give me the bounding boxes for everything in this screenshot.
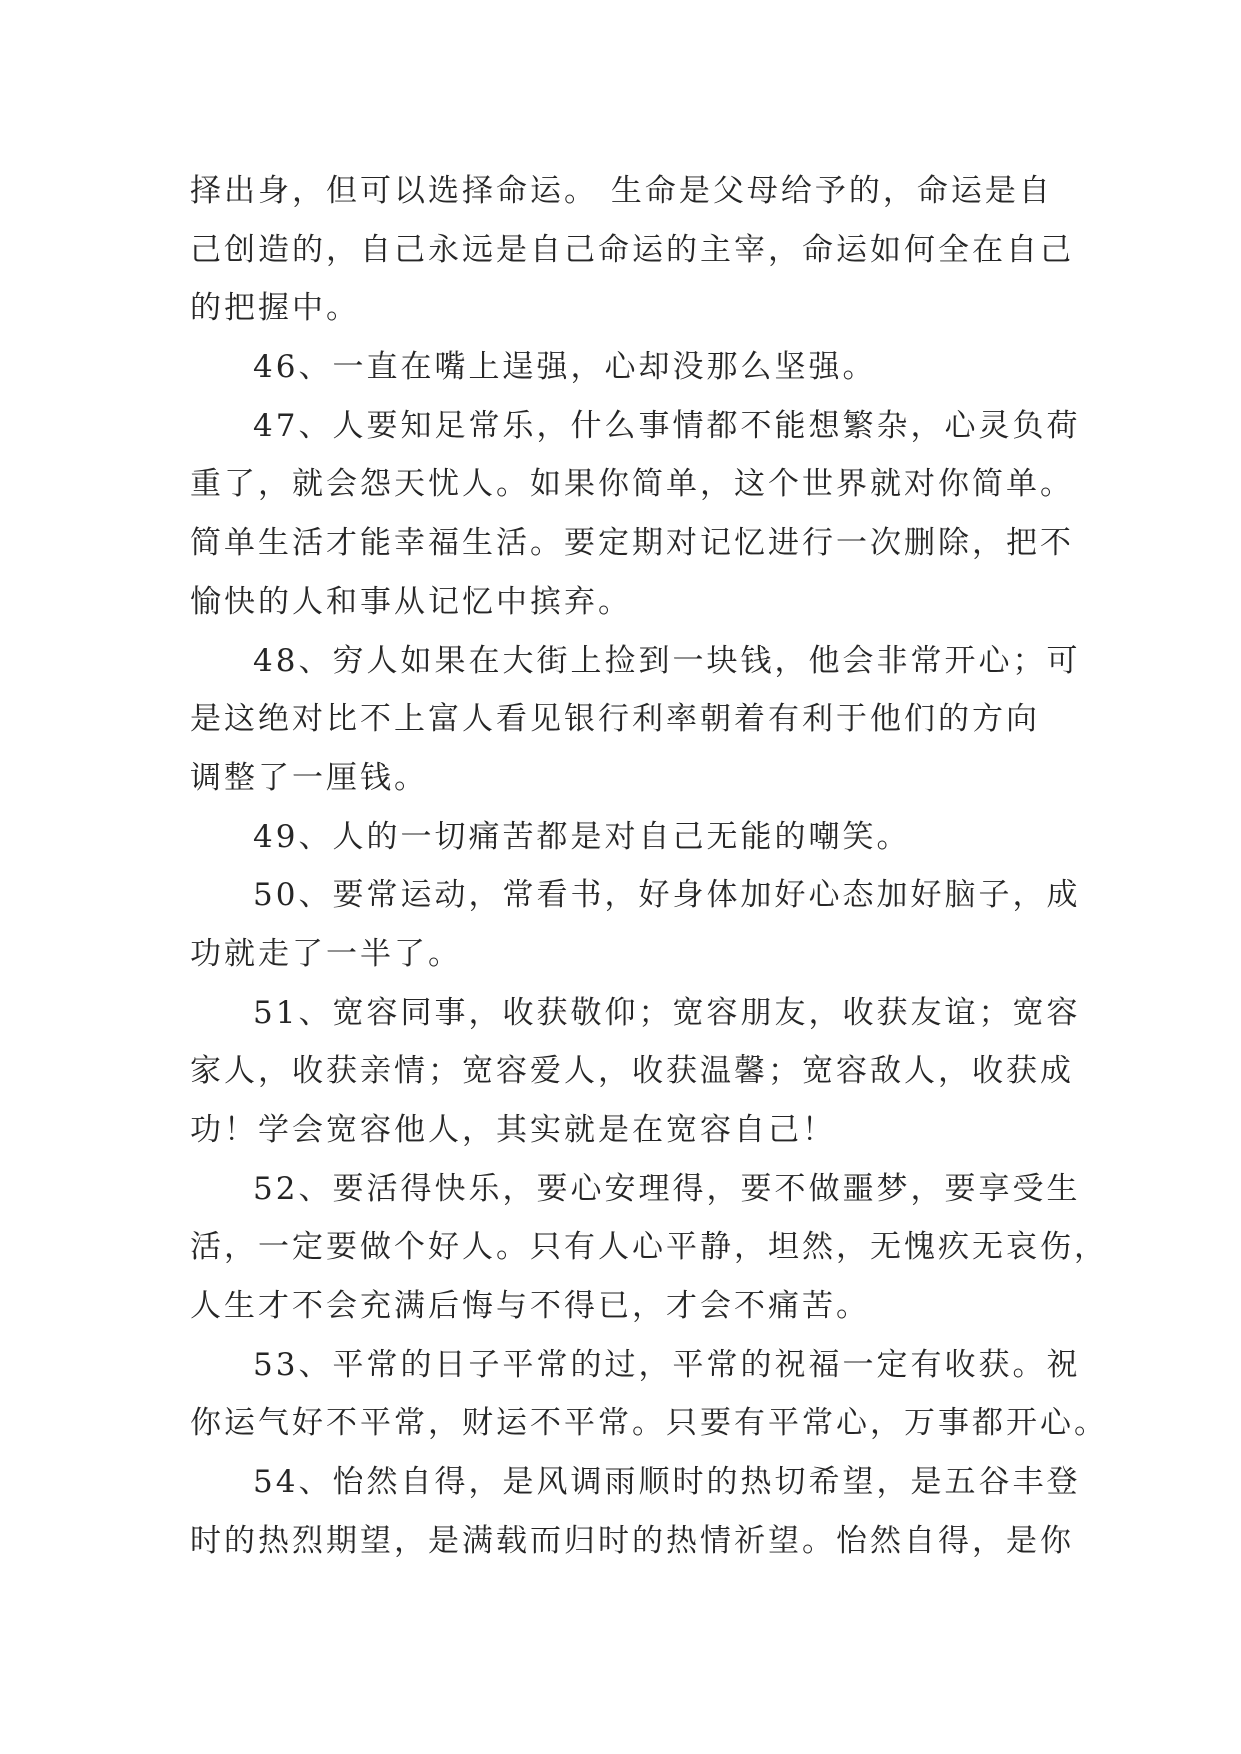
text-line: 家人，收获亲情；宽容爱人，收获温馨；宽容敌人，收获成 [190,1053,1074,1090]
text-line: 的把握中。 [190,290,360,327]
text-line: 50、要常运动，常看书，好身体加好心态加好脑子，成 [253,877,1081,914]
text-line: 重了，就会怨天忧人。如果你简单，这个世界就对你简单。 [190,466,1074,503]
text-line: 48、穷人如果在大街上捡到一块钱，他会非常开心；可 [253,642,1081,679]
text-line: 调整了一厘钱。 [190,759,428,796]
text-line: 是这绝对比不上富人看见银行利率朝着有利于他们的方向 [190,701,1040,738]
text-line: 53、平常的日子平常的过，平常的祝福一定有收获。祝 [253,1346,1081,1383]
text-line: 52、要活得快乐，要心安理得，要不做噩梦，要享受生 [253,1170,1081,1207]
text-line: 时的热烈期望，是满载而归时的热情祈望。怡然自得，是你 [190,1522,1074,1559]
text-line: 51、宽容同事，收获敬仰；宽容朋友，收获友谊；宽容 [253,994,1081,1031]
text-line: 功！学会宽容他人，其实就是在宽容自己！ [190,1112,836,1148]
text-line: 己创造的，自己永远是自己命运的主宰，命运如何全在自己 [190,231,1074,268]
text-line: 择出身，但可以选择命运。 生命是父母给予的，命运是自 [190,173,1053,209]
text-line: 功就走了一半了。 [190,935,462,972]
text-line: 简单生活才能幸福生活。要定期对记忆进行一次删除，把不 [190,525,1074,562]
text-line: 47、人要知足常乐，什么事情都不能想繁杂，心灵负荷 [253,407,1081,444]
document-body [190,162,1108,1571]
text-line: 54、怡然自得，是风调雨顺时的热切希望，是五谷丰登 [253,1464,1081,1501]
text-line: 46、一直在嘴上逞强，心却没那么坚强。 [253,349,877,386]
text-line: 愉快的人和事从记忆中摈弃。 [190,583,632,620]
text-line: 人生才不会充满后悔与不得已，才会不痛苦。 [190,1288,870,1325]
text-line: 活，一定要做个好人。只有人心平静，坦然，无愧疚无哀伤， [190,1229,1108,1266]
text-line: 49、人的一切痛苦都是对自己无能的嘲笑。 [253,818,911,855]
text-line: 你运气好不平常，财运不平常。只要有平常心，万事都开心。 [190,1405,1108,1442]
